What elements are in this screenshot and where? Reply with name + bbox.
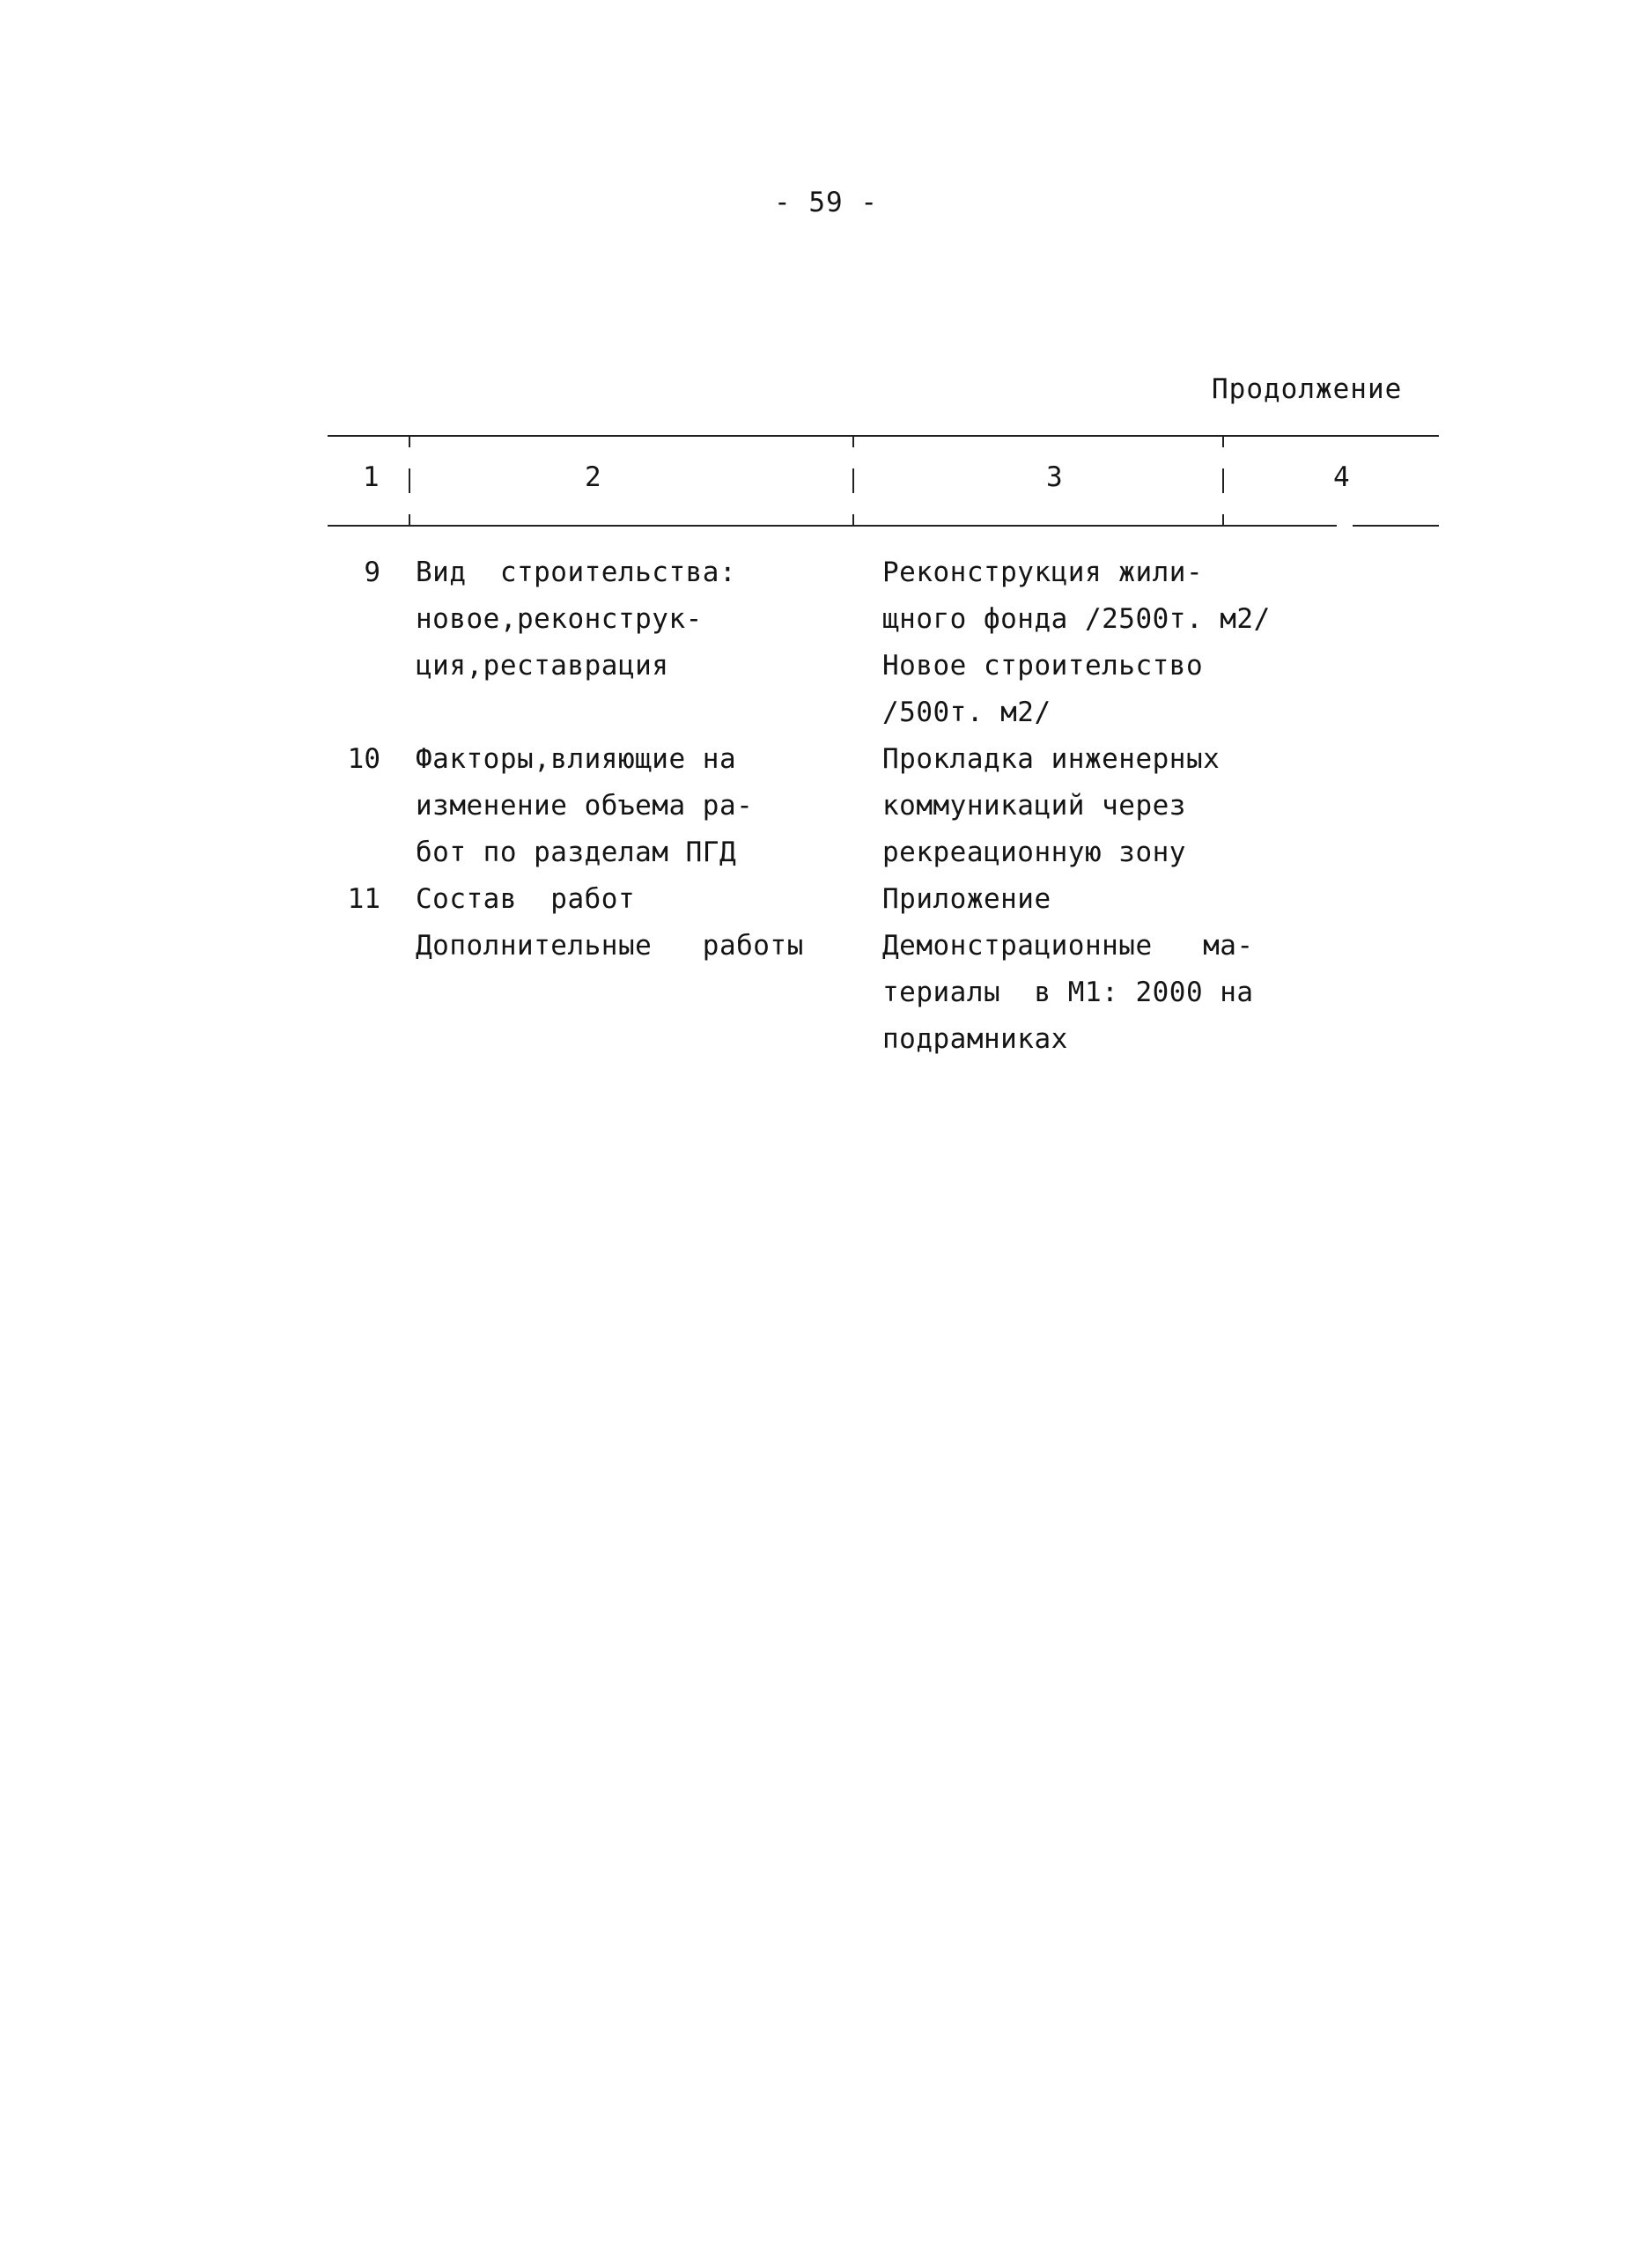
row-11-col2-line1: Состав работ bbox=[416, 883, 636, 915]
row-11-col3-line3: териалы в М1: 2000 на bbox=[882, 977, 1254, 1008]
row-10-col2-line2: изменение объема ра- bbox=[416, 790, 754, 822]
row-number: 11 bbox=[347, 883, 380, 915]
row-10-col3-line3: рекреационную зону bbox=[882, 837, 1186, 868]
row-11-col2-line2: Дополнительные работы bbox=[416, 930, 804, 962]
header-divider-1-mid bbox=[409, 468, 410, 493]
row-10-col2-line3: бот по разделам ПГД bbox=[416, 837, 737, 868]
row-9-col2-line1: Вид строительства: bbox=[416, 557, 737, 588]
header-col-2: 2 bbox=[585, 461, 601, 493]
row-11-col3-line1: Приложение bbox=[882, 883, 1051, 915]
row-9-col3-line3: Новое строительство bbox=[882, 650, 1204, 682]
header-divider-3-mid bbox=[1222, 468, 1224, 493]
header-divider-2-mid bbox=[852, 468, 854, 493]
continuation-label: Продолжение bbox=[1212, 373, 1403, 405]
header-col-4: 4 bbox=[1333, 461, 1350, 493]
header-divider-3-bottom bbox=[1222, 514, 1224, 525]
row-9-col3-line4: /500т. м2/ bbox=[882, 697, 1051, 728]
row-9-col3-line2: щного фонда /2500т. м2/ bbox=[882, 603, 1271, 635]
row-number: 9 bbox=[364, 557, 380, 588]
row-10-col2-line1: Факторы,влияющие на bbox=[416, 743, 737, 775]
row-10-col3-line1: Прокладка инженерных bbox=[882, 743, 1221, 775]
header-bottom-rule-tail bbox=[1353, 525, 1439, 527]
header-bottom-rule bbox=[328, 525, 1337, 527]
header-divider-2 bbox=[852, 437, 854, 447]
header-top-rule bbox=[328, 435, 1439, 437]
row-11-col3-line2: Демонстрационные ма- bbox=[882, 930, 1254, 962]
row-number: 10 bbox=[347, 743, 380, 775]
row-11-col3-line4: подрамниках bbox=[882, 1023, 1068, 1055]
row-9-col2-line3: ция,реставрация bbox=[416, 650, 669, 682]
header-divider-1-bottom bbox=[409, 514, 410, 525]
header-divider-2-bottom bbox=[852, 514, 854, 525]
row-9-col3-line1: Реконструкция жили- bbox=[882, 557, 1204, 588]
page-number: - 59 - bbox=[774, 187, 878, 218]
row-10-col3-line2: коммуникаций через bbox=[882, 790, 1186, 822]
row-9-col2-line2: новое,реконструк- bbox=[416, 603, 703, 635]
header-col-3: 3 bbox=[1046, 461, 1063, 493]
header-divider-1 bbox=[409, 437, 410, 447]
header-col-1: 1 bbox=[363, 461, 380, 493]
header-divider-3 bbox=[1222, 437, 1224, 447]
